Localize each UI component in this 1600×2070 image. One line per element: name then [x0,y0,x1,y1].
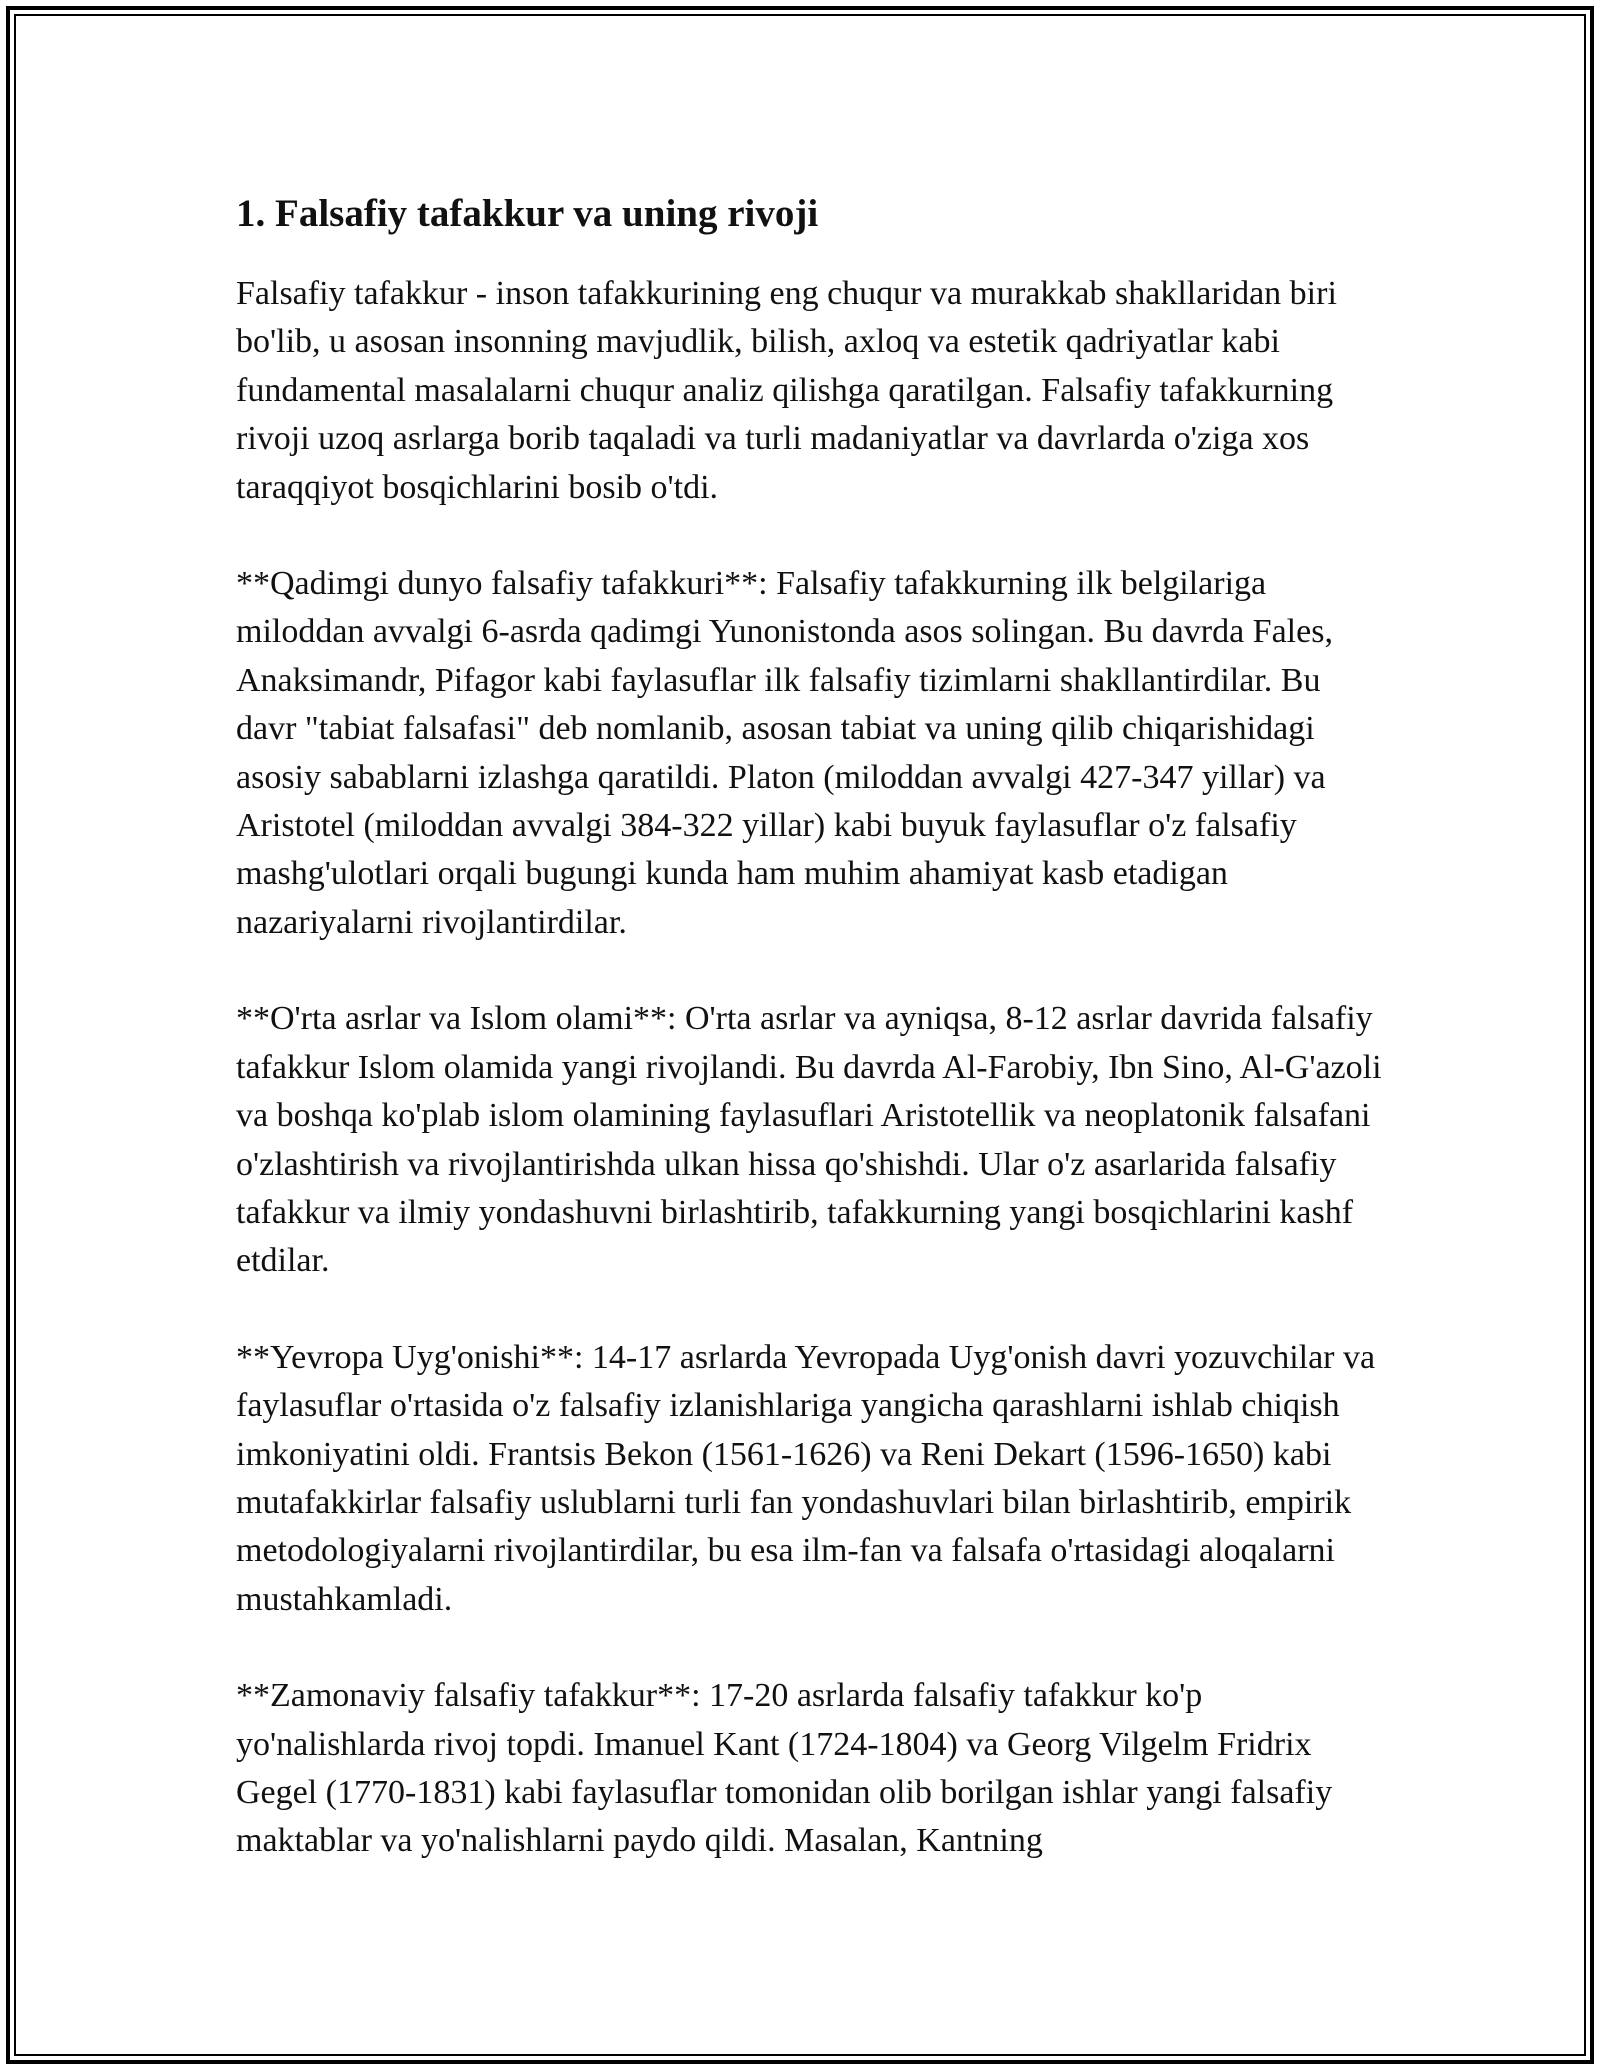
document-body [236,188,1386,1914]
paragraph-ancient-world: **Qadimgi dunyo falsafiy tafakkuri**: Falsafiy tafakkurning ilk belgilariga miloddan avvalgi 6-asrda qadimgi Yunonistonda asos solingan. Bu davrda Fales, Anaksimandr, Pifagor kabi faylasuflar ilk falsafiy tizimlarni shakllantirdilar. Bu davr "tabiat falsafasi" deb nomlanib, asosan tabiat va uning qilib chiqarishidagi asosiy sabablarni izlashga qaratildi. Platon (miloddan avvalgi 427-347 yillar) va Aristotel (miloddan avvalgi 384-322 yillar) kabi buyuk faylasuflar o'z falsafiy mashg'ulotlari orqali bugungi kunda ham muhim ahamiyat kasb etadigan nazariyalarni rivojlantirdilar. [236,565,1333,941]
document-title: 1. Falsafiy tafakkur va uning rivoji [236,192,819,235]
paragraph-modern-philosophy: **Zamonaviy falsafiy tafakkur**: 17-20 asrlarda falsafiy tafakkur ko'p yo'nalishlarda rivoj topdi. Imanuel Kant (1724-1804) va Georg Vilgelm Fridrix Gegel (1770-1831) kabi faylasuflar tomonidan olib borilgan ishlar yangi falsafiy maktablar va yo'nalishlarni paydo qildi. Masalan, Kantning [236,1677,1333,1860]
paragraph-intro: Falsafiy tafakkur - inson tafakkurining eng chuqur va murakkab shakllaridan biri bo'lib, u asosan insonning mavjudlik, bilish, axloq va estetik qadriyatlar kabi fundamental masalalarni chuqur analiz qilishga qaratilgan. Falsafiy tafakkurning rivoji uzoq asrlarga borib taqaladi va turli madaniyatlar va davrlarda o'ziga xos taraqqiyot bosqichlarini bosib o'tdi. [236,275,1337,506]
paragraph-european-renaissance: **Yevropa Uyg'onishi**: 14-17 asrlarda Yevropada Uyg'onish davri yozuvchilar va faylasuflar o'rtasida o'z falsafiy izlanishlariga yangicha qarashlarni ishlab chiqish imkoniyatini oldi. Frantsis Bekon (1561-1626) va Reni Dekart (1596-1650) kabi mutafakkirlar falsafiy uslublarni turli fan yondashuvlari bilan birlashtirib, empirik metodologiyalarni rivojlantirdilar, bu esa ilm-fan va falsafa o'rtasidagi aloqalarni mustahkamladi. [236,1338,1376,1618]
paragraph-middle-ages-islam: **O'rta asrlar va Islom olami**: O'rta asrlar va ayniqsa, 8-12 asrlar davrida falsafiy tafakkur Islom olamida yangi rivojlandi. Bu davrda Al-Farobiy, Ibn Sino, Al-G'azoli va boshqa ko'plab islom olamining faylasuflari Aristotellik va neoplatonik falsafani o'zlashtirish va rivojlantirishda ulkan hissa qo'shishdi. Ular o'z asarlarida falsafiy tafakkur va ilmiy yondashuvni birlashtirib, tafakkurning yangi bosqichlarini kashf etdilar. [236,1000,1382,1280]
